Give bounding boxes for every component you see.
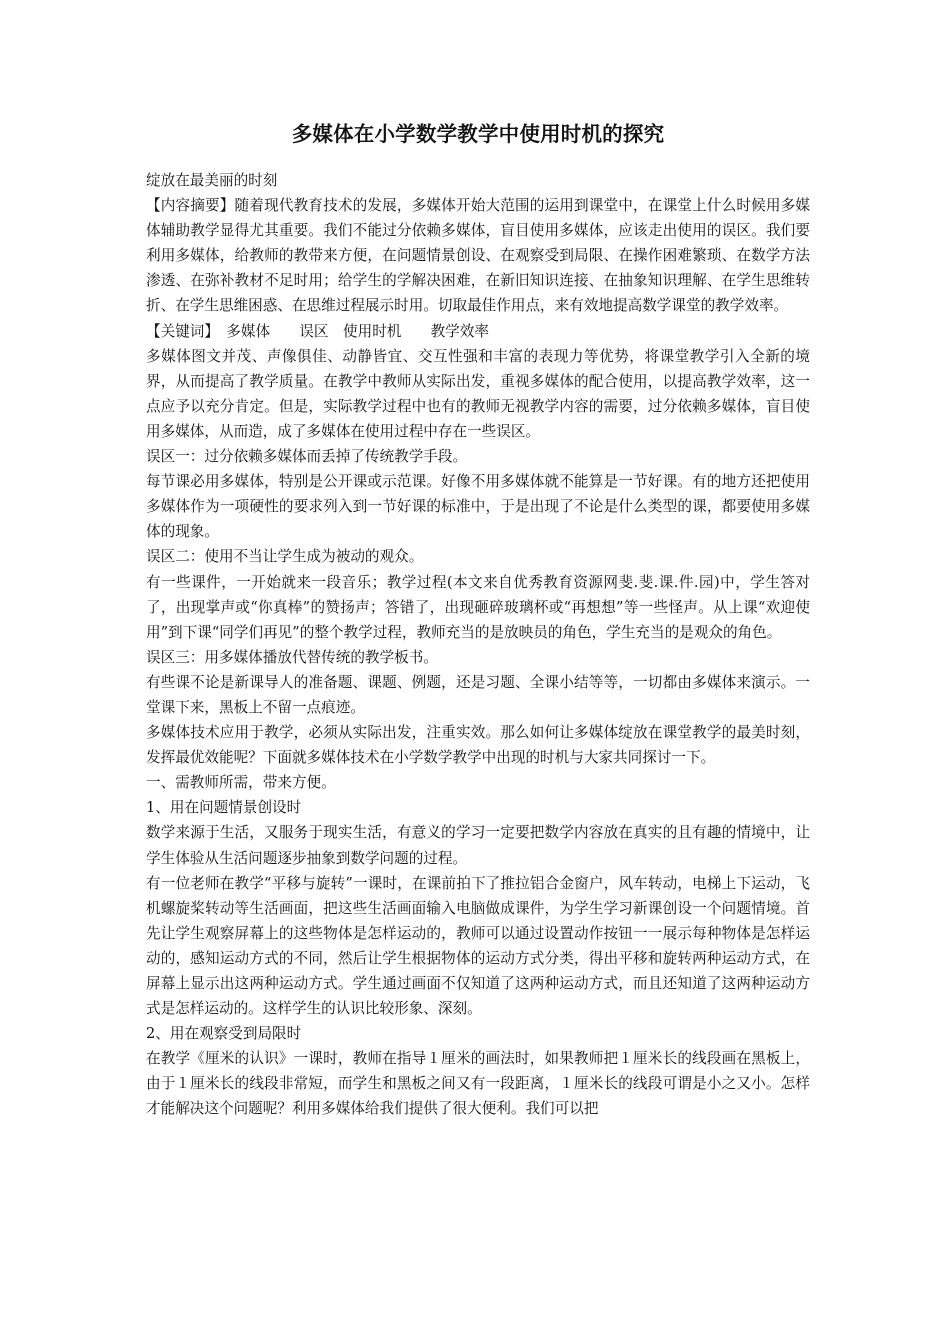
keywords-line: 【关键词】 多媒体 误区 使用时机 教学效率	[146, 322, 489, 340]
subtitle-line: 绽放在最美丽的时刻	[146, 172, 278, 189]
body-paragraph: 在教学《厘米的认识》一课时，教师在指导１厘米的画法时，如果教师把１厘米长的线段画在黑板上，由于１厘米长的线段非常短，而学生和黑板之间又有一段距离，１厘米长的线段可谓是小之又小。怎样才能解决这个问题呢？利用多媒体给我们提供了很大便利。我们可以把	[146, 1050, 810, 1118]
document-title: 多媒体在小学数学教学中使用时机的探究	[291, 122, 665, 146]
section-heading: 一、需教师所需，带来方便。	[146, 774, 336, 792]
body-paragraph: 多媒体技术应用于教学，必须从实际出发，注重实效。那么如何让多媒体绽放在课堂教学的最美时刻，发挥最优效能呢？下面就多媒体技术在小学数学教学中出现的时机与大家共同探讨一下。	[146, 724, 810, 767]
body-paragraph: 多媒体图文并茂、声像俱佳、动静皆宜、交互性强和丰富的表现力等优势，将课堂教学引入全新的境界，从而提高了教学质量。在教学中教师从实际出发，重视多媒体的配合使用，以提高教学效率，这一点应予以充分肯定。但是，实际教学过程中也有的教师无视教学内容的需要，过分依赖多媒体，盲目使用多媒体，从而造，成了多媒体在使用过程中存在一些误区。	[146, 347, 810, 440]
body-paragraph: 有些课不论是新课导人的准备题、课题、例题，还是习题、全课小结等等，一切都由多媒体来演示。一堂课下来，黑板上不留一点痕迹。	[146, 673, 810, 716]
body-paragraph: 每节课必用多媒体，特别是公开课或示范课。好像不用多媒体就不能算是一节好课。有的地方还把使用多媒体作为一项硬性的要求列入到一节好课的标准中，于是出现了不论是什么类型的课，都要使用多媒体的现象。	[146, 473, 810, 541]
document-page	[146, 118, 810, 1122]
abstract-paragraph: 【内容摘要】随着现代教育技术的发展，多媒体开始大范围的运用到课堂中，在课堂上什么时候用多媒体辅助教学显得尤其重要。我们不能过分依赖多媒体，盲目使用多媒体，应该走出使用的误区。我们要利用多媒体，给教师的教带来方便，在问题情景创设、在观察受到局限、在操作困难繁琐、在数学方法渗透、在弥补教材不足时用；给学生的学解决困难，在新旧知识连接、在抽象知识理解、在学生思维转折、在学生思维困惑、在思维过程展示时用。切取最佳作用点，来有效地提高数学课堂的教学效率。	[146, 197, 810, 315]
subsection-heading: 1、用在问题情景创设时	[146, 799, 302, 817]
body-paragraph: 数学来源于生活，又服务于现实生活，有意义的学习一定要把数学内容放在真实的且有趣的情境中，让学生体验从生活问题逐步抽象到数学问题的过程。	[146, 824, 810, 867]
body-paragraph: 有一些课件，一开始就来一段音乐；教学过程(本文来自优秀教育资源网斐.斐.课.件.园)中，学生答对了，出现掌声或“你真棒”的赞扬声；答错了，出现砸碎玻璃杯或“再想想”等一些怪声。从上课“欢迎使用”到下课“同学们再见”的整个教学过程，教师充当的是放映员的角色，学生充当的是观众的角色。	[146, 573, 810, 641]
body-paragraph: 有一位老师在教学“平移与旋转”一课时，在课前拍下了推拉铝合金窗户，风车转动，电梯上下运动，飞机螺旋桨转动等生活画面，把这些生活画面输入电脑做成课件，为学生学习新课创设一个问题情境。首先让学生观察屏幕上的这些物体是怎样运动的，教师可以通过设置动作按钮一一展示每种物体是怎样运动的，感知运动方式的不同，然后让学生根据物体的运动方式分类，得出平移和旋转两种运动方式，在屏幕上显示出这两种运动方式。学生通过画面不仅知道了这两种运动方式，而且还知道了这两种运动方式是怎样运动的。这样学生的认识比较形象、深刻。	[146, 874, 810, 1018]
section-heading: 误区三：用多媒体播放代替传统的教学板书。	[146, 648, 438, 666]
section-heading: 误区一：过分依赖多媒体而丢掉了传统教学手段。	[146, 448, 468, 466]
section-heading: 误区二：使用不当让学生成为被动的观众。	[146, 548, 424, 566]
subsection-heading: 2、用在观察受到局限时	[146, 1025, 302, 1043]
